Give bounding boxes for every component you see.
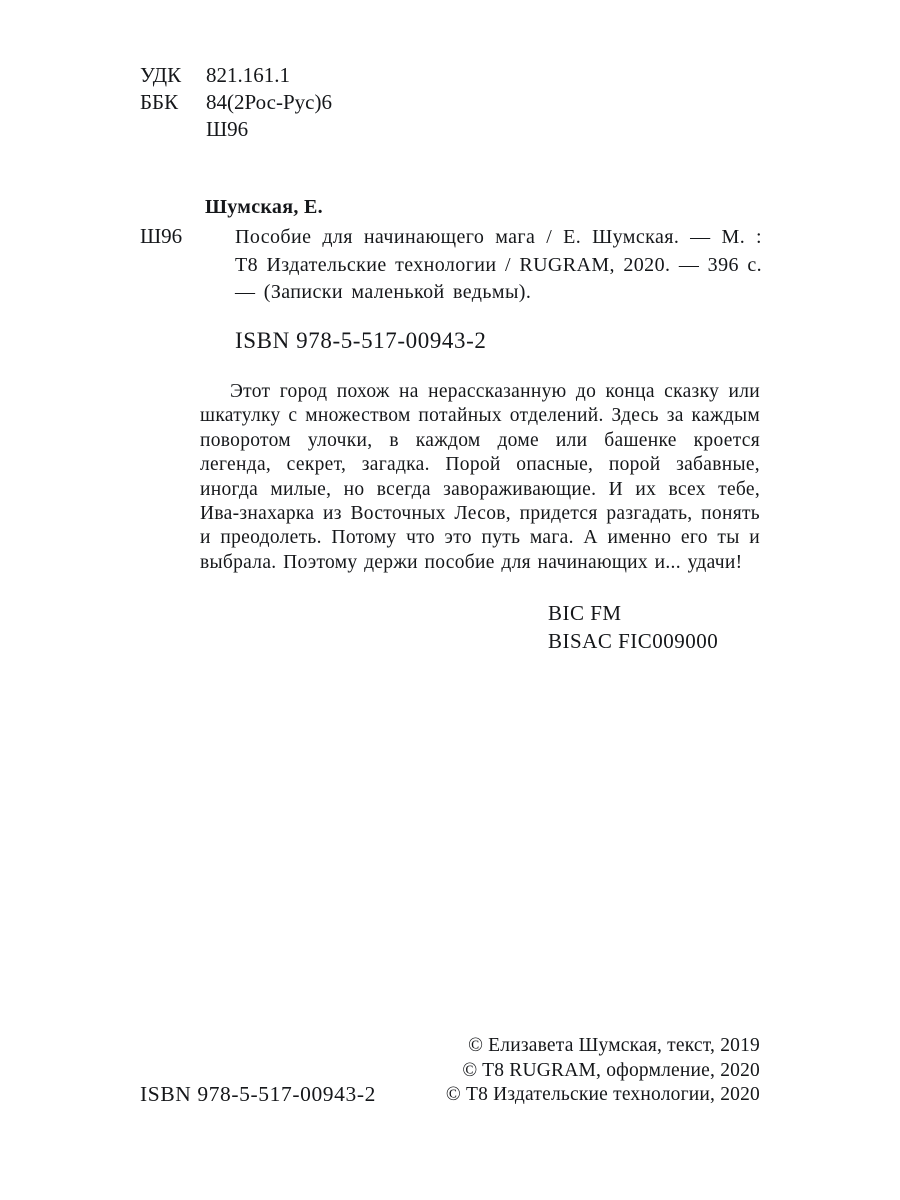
shelf-code-spacer	[140, 116, 206, 143]
bbk-label: ББК	[140, 90, 179, 114]
bbk-value: 84(2Рос-Рус)6	[206, 90, 332, 114]
copyright-line-author: © Елизавета Шумская, текст, 2019	[468, 1035, 760, 1056]
isbn-entry: ISBN 978-5-517-00943-2	[235, 328, 487, 353]
bic-code: BIC FM	[548, 601, 622, 625]
classification-codes	[140, 62, 332, 143]
copyright-line-design: © T8 RUGRAM, оформление, 2020	[462, 1059, 760, 1081]
bbk-row	[140, 89, 332, 116]
annotation-paragraph: Этот город похож на нерассказанную до конца сказку или шкатулку с множеством потайных отделений. Здесь за каждым поворотом улочки, в каждом доме или башенке кроется легенда, секрет, загадка. Порой опасные, порой забавные, иногда милые, но всегда завораживающие. И их всех тебе, Ива-знахарка из Восточных Лесов, придется разгадать, понять и преодолеть. Потому что это путь мага. А именно его ты и выбрала. Поэтому держи пособие для начинающих и... удачи!	[200, 381, 760, 573]
shelf-code-row	[140, 116, 332, 143]
copyright-block	[446, 1034, 760, 1108]
udk-value: 821.161.1	[206, 63, 290, 87]
biblio-shelf-code: Ш96	[140, 224, 183, 248]
biblio-entry: Пособие для начинающего мага / Е. Шумская. — М. : Т8 Издательские технологии / RUGRAM, 2020. — 396 с. — (Записки маленькой ведьмы).	[235, 226, 762, 303]
shelf-code: Ш96	[206, 117, 249, 141]
bisac-code: BISAC FIC009000	[548, 629, 719, 653]
udk-row	[140, 62, 332, 89]
author-heading: Шумская, Е.	[205, 196, 323, 218]
trade-codes	[548, 599, 718, 655]
copyright-line-publisher: © Т8 Издательские технологии, 2020	[445, 1084, 760, 1106]
udk-label: УДК	[140, 63, 182, 87]
bibliographic-record	[140, 224, 762, 307]
isbn-bottom: ISBN 978-5-517-00943-2	[140, 1082, 376, 1106]
